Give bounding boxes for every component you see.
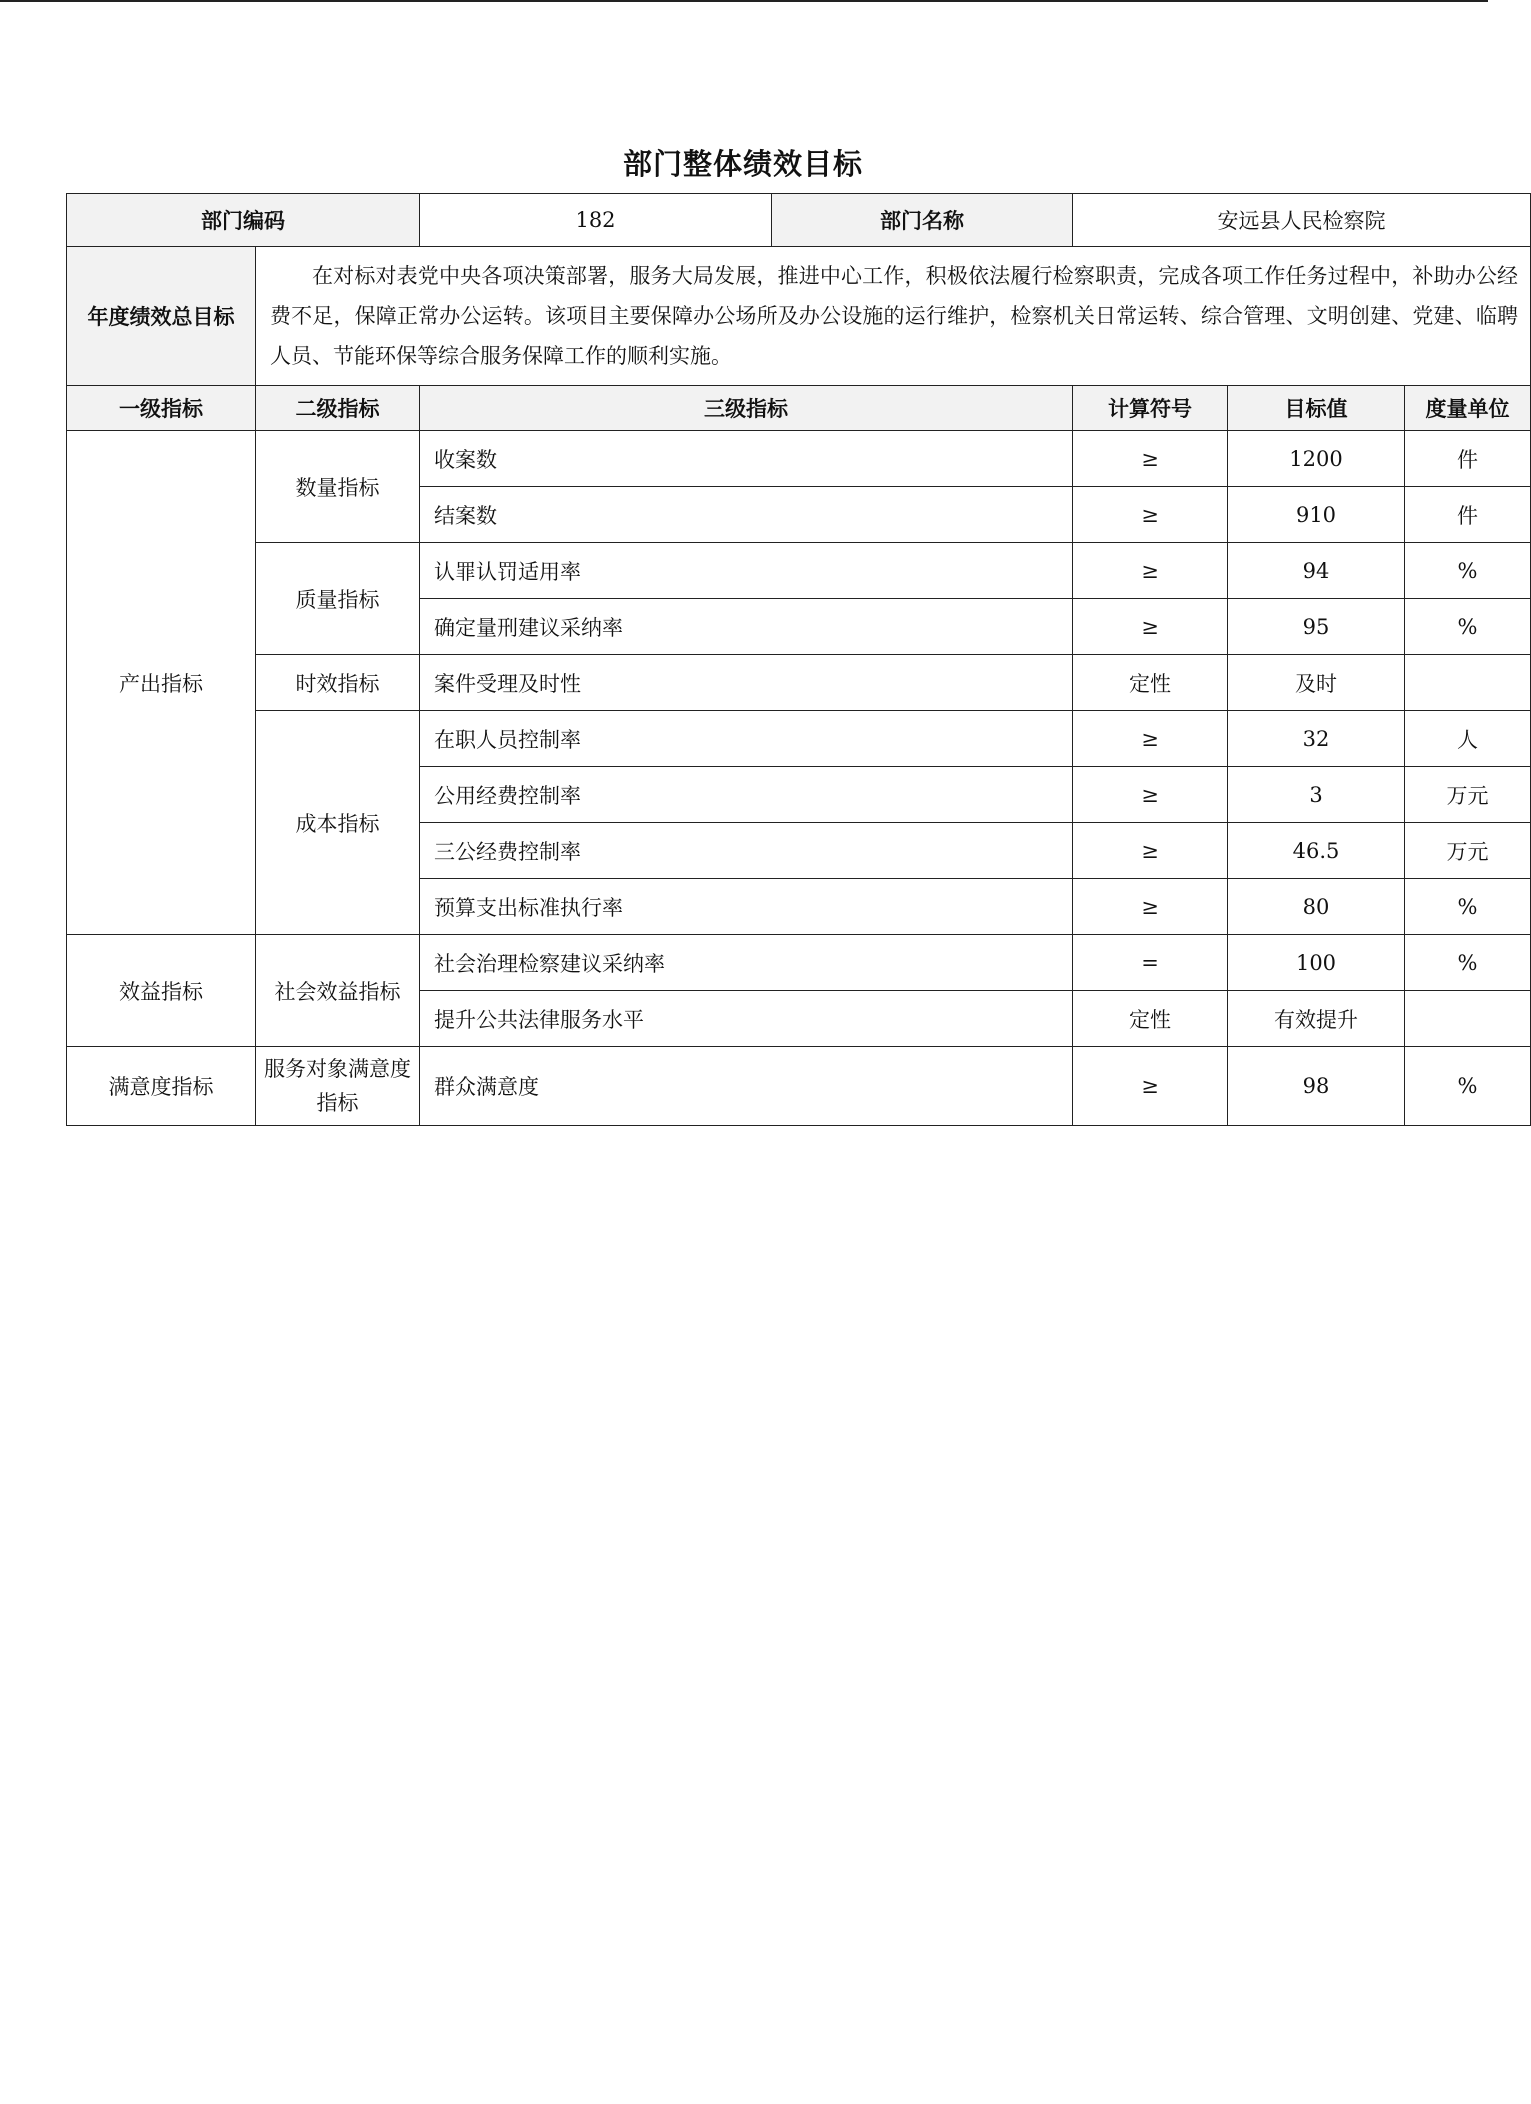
indicator-symbol: ≥ [1073, 711, 1228, 767]
indicator-target: 95 [1228, 599, 1405, 655]
indicator-unit: % [1405, 935, 1531, 991]
indicator-unit: 人 [1405, 711, 1531, 767]
table-row [67, 431, 1531, 487]
header-symbol: 计算符号 [1073, 386, 1228, 431]
header-row [67, 386, 1531, 431]
header-target: 目标值 [1228, 386, 1405, 431]
indicator-name: 三公经费控制率 [420, 823, 1073, 879]
annual-goal-label: 年度绩效总目标 [67, 247, 256, 386]
indicator-unit: 件 [1405, 487, 1531, 543]
page-top-border [0, 0, 1488, 2]
indicator-name: 预算支出标准执行率 [420, 879, 1073, 935]
indicator-symbol: ≥ [1073, 487, 1228, 543]
indicator-name: 结案数 [420, 487, 1073, 543]
indicator-unit: % [1405, 879, 1531, 935]
indicator-symbol: 定性 [1073, 655, 1228, 711]
annual-goal-row [67, 247, 1531, 386]
indicator-name: 社会治理检察建议采纳率 [420, 935, 1073, 991]
indicator-target: 有效提升 [1228, 991, 1405, 1047]
group-satisfaction: 满意度指标 [67, 1047, 256, 1126]
table-row [67, 543, 1531, 599]
indicator-symbol: = [1073, 935, 1228, 991]
indicator-symbol: ≥ [1073, 1047, 1228, 1126]
group-output: 产出指标 [67, 431, 256, 935]
header-level1: 一级指标 [67, 386, 256, 431]
table-row [67, 655, 1531, 711]
indicator-symbol: ≥ [1073, 823, 1228, 879]
indicator-symbol: ≥ [1073, 543, 1228, 599]
indicator-name: 群众满意度 [420, 1047, 1073, 1126]
group-benefit: 效益指标 [67, 935, 256, 1047]
indicator-symbol: ≥ [1073, 599, 1228, 655]
indicator-name: 收案数 [420, 431, 1073, 487]
indicator-target: 80 [1228, 879, 1405, 935]
indicator-symbol: ≥ [1073, 879, 1228, 935]
indicator-symbol: ≥ [1073, 431, 1228, 487]
indicator-unit [1405, 991, 1531, 1047]
indicator-target: 及时 [1228, 655, 1405, 711]
indicator-symbol: 定性 [1073, 991, 1228, 1047]
indicator-unit: 件 [1405, 431, 1531, 487]
indicator-unit: % [1405, 599, 1531, 655]
indicator-unit: % [1405, 1047, 1531, 1126]
page-title: 部门整体绩效目标 [622, 147, 863, 181]
indicator-name: 提升公共法律服务水平 [420, 991, 1073, 1047]
indicator-target: 32 [1228, 711, 1405, 767]
indicator-name: 案件受理及时性 [420, 655, 1073, 711]
indicator-name: 公用经费控制率 [420, 767, 1073, 823]
indicator-target: 1200 [1228, 431, 1405, 487]
dept-info-row [67, 194, 1531, 247]
table-row [67, 711, 1531, 767]
performance-table [66, 193, 1531, 1126]
header-level3: 三级指标 [420, 386, 1073, 431]
indicator-name: 确定量刑建议采纳率 [420, 599, 1073, 655]
indicator-unit [1405, 655, 1531, 711]
dept-name-label: 部门名称 [772, 194, 1073, 247]
group-quality: 质量指标 [256, 543, 420, 655]
indicator-target: 3 [1228, 767, 1405, 823]
header-unit: 度量单位 [1405, 386, 1531, 431]
indicator-name: 在职人员控制率 [420, 711, 1073, 767]
group-quantity: 数量指标 [256, 431, 420, 543]
table-row [67, 935, 1531, 991]
header-level2: 二级指标 [256, 386, 420, 431]
group-timeliness: 时效指标 [256, 655, 420, 711]
indicator-symbol: ≥ [1073, 767, 1228, 823]
indicator-target: 98 [1228, 1047, 1405, 1126]
group-service-satisfaction: 服务对象满意度指标 [256, 1047, 420, 1126]
indicator-target: 910 [1228, 487, 1405, 543]
indicator-name: 认罪认罚适用率 [420, 543, 1073, 599]
group-social: 社会效益指标 [256, 935, 420, 1047]
dept-name-value: 安远县人民检察院 [1073, 194, 1531, 247]
indicator-unit: 万元 [1405, 823, 1531, 879]
indicator-target: 46.5 [1228, 823, 1405, 879]
indicator-unit: 万元 [1405, 767, 1531, 823]
indicator-unit: % [1405, 543, 1531, 599]
table-row [67, 1047, 1531, 1126]
group-cost: 成本指标 [256, 711, 420, 935]
dept-code-value: 182 [420, 194, 772, 247]
annual-goal-text: 在对标对表党中央各项决策部署，服务大局发展，推进中心工作，积极依法履行检察职责，完成各项工作任务过程中，补助办公经费不足，保障正常办公运转。该项目主要保障办公场所及办公设施的运行维护，检察机关日常运转、综合管理、文明创建、党建、临聘人员、节能环保等综合服务保障工作的顺利实施。 [256, 247, 1531, 386]
dept-code-label: 部门编码 [67, 194, 420, 247]
indicator-target: 94 [1228, 543, 1405, 599]
indicator-target: 100 [1228, 935, 1405, 991]
